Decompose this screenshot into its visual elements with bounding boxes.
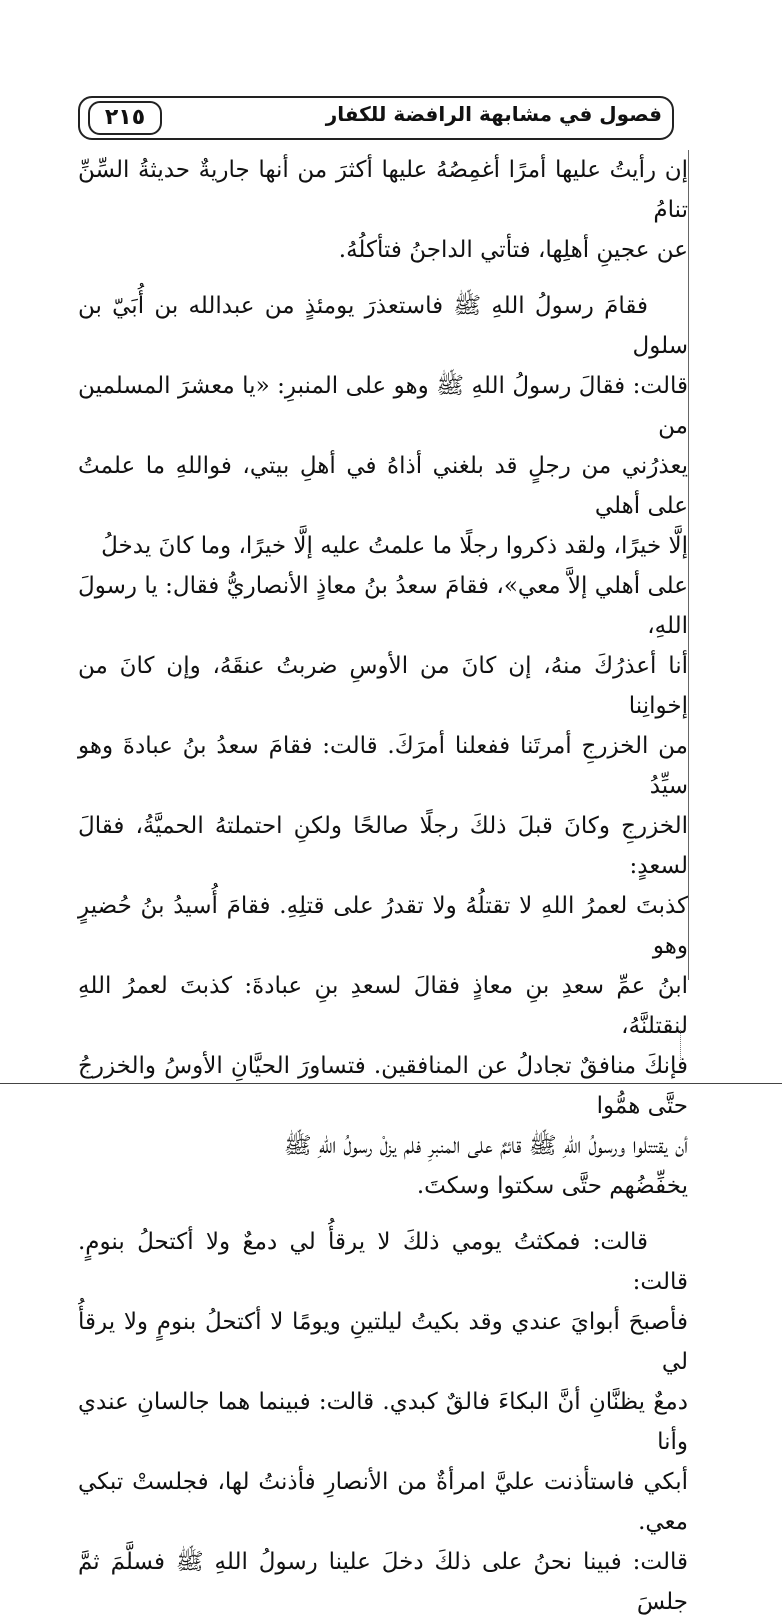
text-line: أبكي فاستأذنت عليَّ امرأةٌ من الأنصارِ فأذنتُ لها، فجلستْ تبكي معي. (78, 1469, 688, 1535)
text-line: عن عجينِ أهلِها، فتأتي الداجنُ فتأكلُهُ. (338, 237, 688, 263)
scan-mark (680, 1030, 695, 1060)
text-line: دمعٌ يظنَّانِ أنَّ البكاءَ فالقٌ كبدي. قالت: فبينما هما جالسانِ عندي وأنا (78, 1389, 688, 1455)
text-line: فإنكَ منافقٌ تجادلُ عن المنافقين. فتساورَ الحيَّانِ الأوسُ والخزرجُ حتَّى همُّوا (78, 1053, 688, 1119)
page-header (78, 96, 674, 140)
text-line: إلَّا خيرًا، ولقد ذكروا رجلًا ما علمتُ عليه إلَّا خيرًا، وما كانَ يدخلُ (101, 533, 688, 559)
text-line: قالت: فبينا نحنُ على ذلكَ دخلَ علينا رسولُ اللهِ ﷺ فسلَّمَ ثمَّ جلسَ (78, 1549, 688, 1615)
text-line: يعذرُني من رجلٍ قد بلغني أذاهُ في أهلِ بيتي، فواللهِ ما علمتُ على أهلي (78, 453, 688, 519)
paragraph-3 (78, 1222, 688, 1622)
margin-rule (688, 150, 689, 980)
paragraph-1 (78, 150, 688, 270)
text-line: قالت: فمكثتُ يومي ذلكَ لا يرقأُ لي دمعٌ ولا أكتحلُ بنومٍ. قالت: (78, 1229, 688, 1295)
running-title: فصول في مشابهة الرافضة للكفار (325, 102, 662, 126)
paragraph-2 (78, 286, 688, 1206)
text-line: فقامَ رسولُ اللهِ ﷺ فاستعذرَ يومئذٍ من عبدالله بن أُبَيّ بن سلول (78, 293, 688, 359)
text-line: إن رأيتُ عليها أمرًا أغمِصُهُ عليها أكثرَ من أنها جاريةٌ حديثةُ السِّنِّ تنامُ (78, 157, 688, 223)
text-line: ابنُ عمِّ سعدِ بنِ معاذٍ فقالَ لسعدِ بنِ عبادةَ: كذبتَ لعمرُ اللهِ لنقتلنَّهُ، (78, 973, 688, 1039)
text-line: فأصبحَ أبوايَ عندي وقد بكيتُ ليلتينِ ويومًا لا أكتحلُ بنومٍ ولا يرقأُ لي (78, 1309, 688, 1375)
bottom-rule (0, 1083, 782, 1084)
text-line: أنا أعذرُكَ منهُ، إن كانَ من الأوسِ ضربتُ عنقَهُ، وإن كانَ من إخوانِنا (78, 653, 688, 719)
text-line: كذبتَ لعمرُ اللهِ لا تقتلُهُ ولا تقدرُ على قتلِهِ. فقامَ أُسيدُ بنُ حُضيرٍ وهو (78, 893, 688, 959)
text-line: على أهلي إلاَّ معي»، فقامَ سعدُ بنُ معاذٍ الأنصاريُّ فقال: يا رسولَ اللهِ، (78, 573, 688, 639)
text-line: من الخزرجِ أمرتَنا ففعلنا أمرَكَ. قالت: فقامَ سعدُ بنُ عبادةَ وهو سيِّدُ (78, 733, 688, 799)
text-line: يخفِّضُهم حتَّى سكتوا وسكتَ. (416, 1173, 688, 1199)
text-line: قالت: فقالَ رسولُ اللهِ ﷺ وهو على المنبرِ: «يا معشرَ المسلمين من (78, 373, 688, 439)
text-line: الخزرجِ وكانَ قبلَ ذلكَ رجلًا صالحًا ولكنِ احتملتهُ الحميَّةُ، فقالَ لسعدٍ: (78, 813, 688, 879)
text-line: أن يقتتلوا ورسولُ اللهِ ﷺ قائمٌ على المنبرِ فلم يزلْ رسولُ اللهِ ﷺ (283, 1133, 688, 1159)
body-text (78, 150, 688, 1622)
page-number: ٢١٥ (88, 101, 162, 135)
